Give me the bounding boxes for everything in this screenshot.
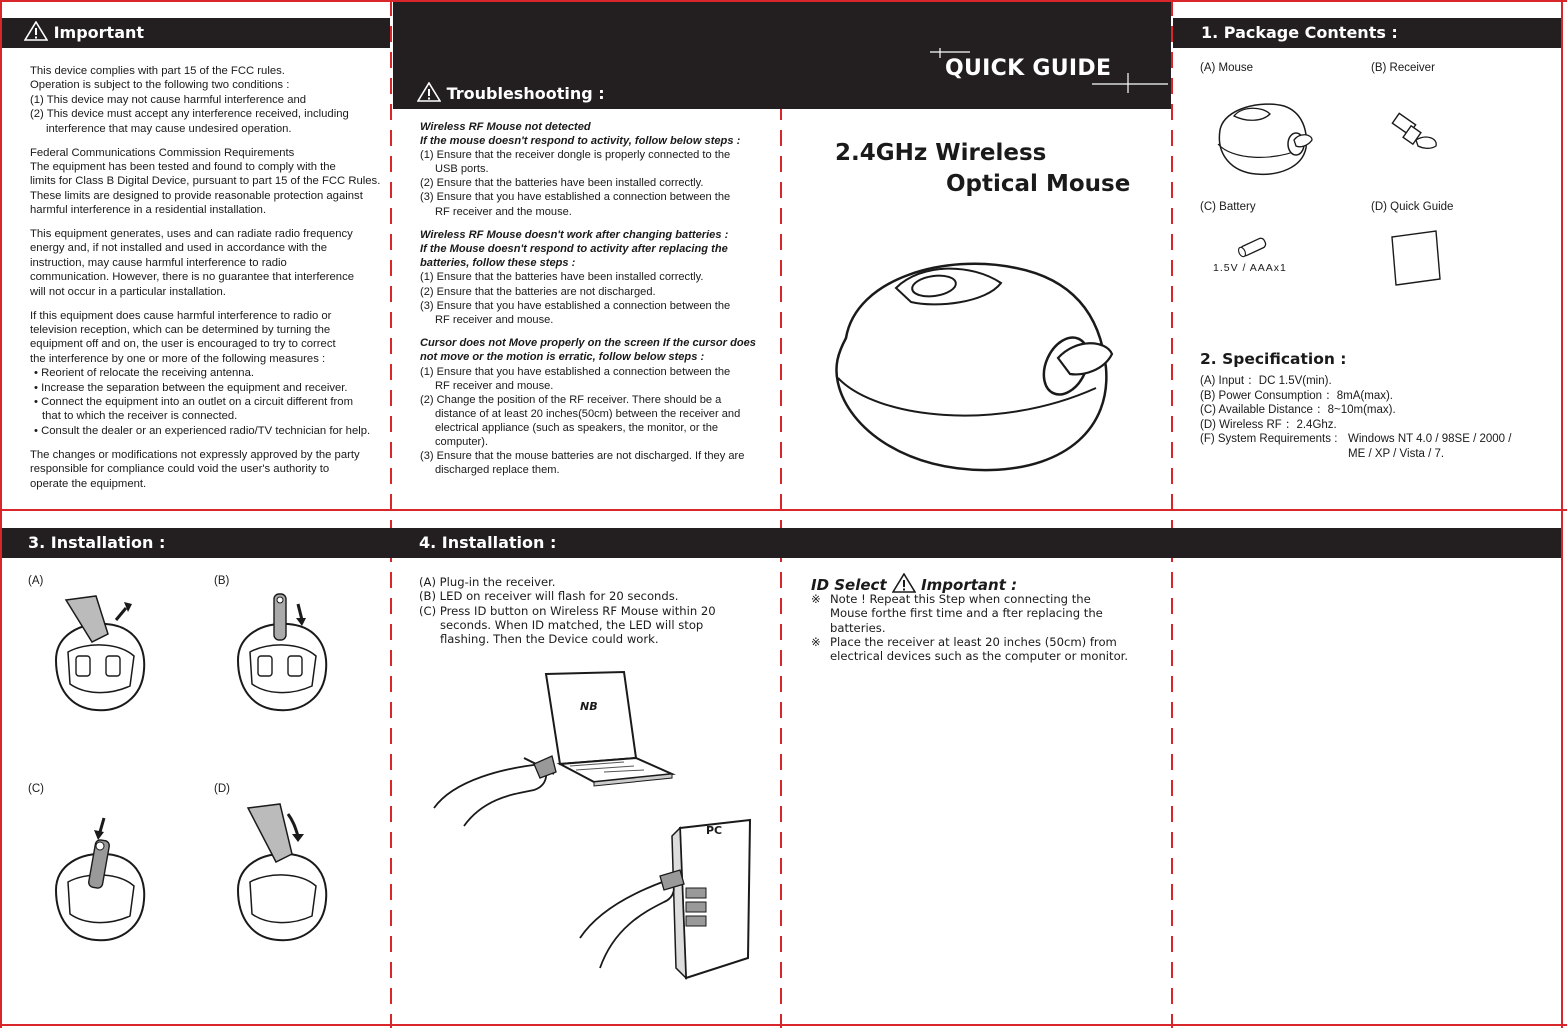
warning-icon — [24, 21, 48, 41]
step-line: (C) Press ID button on Wireless RF Mouse within 20 — [419, 603, 716, 618]
section-heading: Wireless RF Mouse not detected — [420, 121, 591, 133]
step-line: flashing. Then the Device could work. — [440, 632, 659, 647]
bullet-item: • Increase the separation between the equipment and receiver. — [34, 381, 348, 394]
step-line: (1) Ensure that the batteries have been installed correctly. — [420, 271, 704, 284]
note-line: Mouse forthe first time and a fter replacing the — [830, 606, 1103, 621]
text-line: responsible for compliance could void the user's authority to — [30, 463, 330, 476]
text-line: that to which the receiver is connected. — [42, 410, 238, 423]
text-line: energy and, if not installed and used in accordance with the — [30, 242, 328, 255]
text-line: This equipment generates, uses and can radiate radio frequency — [30, 228, 353, 241]
text-line: If this equipment does cause harmful interference to radio or — [30, 309, 332, 322]
step-line: computer). — [435, 435, 489, 448]
spec-value: ME / XP / Vista / 7. — [1348, 447, 1445, 460]
step-line: RF receiver and mouse. — [435, 379, 554, 392]
installation4-title: 4. Installation : — [419, 533, 557, 552]
text-line: communication. However, there is no guarantee that interference — [30, 271, 355, 284]
fold-line-1 — [390, 0, 392, 1028]
spec-row — [1200, 447, 1511, 462]
text-line: This device complies with part 15 of the FCC rules. — [30, 65, 285, 77]
spec-row — [1200, 432, 1511, 447]
step-line: discharged replace them. — [435, 464, 560, 477]
quick-guide-title: QUICK GUIDE — [945, 56, 1112, 81]
step-a-label: (A) — [28, 575, 44, 587]
step-line: (B) LED on receiver will flash for 20 seconds. — [419, 589, 679, 604]
desktop-pc-illustration — [560, 818, 760, 1018]
spec-row — [1200, 418, 1511, 433]
important-title-text: Important — [53, 23, 145, 42]
step-line: (2) Change the position of the RF receiver. There should be a — [420, 393, 722, 406]
text-line: interference that may cause undesired operation. — [46, 122, 292, 135]
right-border — [1561, 0, 1563, 1028]
middle-border — [0, 509, 1567, 511]
text-line: The equipment has been tested and found to comply with the — [30, 160, 336, 173]
spec-value: (A) Input ：DC 1.5V(min). — [1200, 375, 1332, 387]
mini-guide-icon — [1390, 229, 1442, 287]
important-body — [30, 64, 380, 491]
text-line: Federal Communications Commission Requirements — [30, 146, 295, 159]
step-line: electrical appliance (such as speakers, the monitor, or the — [435, 421, 719, 434]
step-line: (2) Ensure that the batteries are not discharged. — [420, 285, 656, 298]
spec-list — [1200, 374, 1511, 462]
text-line: the interference by one or more of the following measures : — [30, 352, 326, 365]
package-item-receiver: (B) Receiver — [1371, 62, 1435, 74]
spec-key: (F) System Requirements : — [1200, 433, 1338, 446]
bottom-header-bar — [2, 528, 1561, 558]
text-line: instruction, may cause harmful interference to radio — [30, 256, 287, 269]
step-b-label: (B) — [214, 575, 230, 587]
step-line: (1) Ensure that you have established a connection between the — [420, 365, 731, 378]
pc-label: PC — [706, 824, 723, 837]
text-line: These limits are designed to provide reasonable protection against — [30, 189, 363, 202]
spec-row — [1200, 403, 1511, 418]
mouse-illustration — [826, 258, 1136, 488]
left-border — [0, 0, 2, 1028]
step-line: distance of at least 20 inches(50cm) between the receiver and — [435, 407, 741, 420]
text-line: (1) This device may not cause harmful interference and — [30, 93, 307, 106]
warning-icon — [417, 82, 441, 102]
step-c-label: (C) — [28, 783, 44, 795]
installation4-steps — [419, 575, 716, 646]
battery-cover-close-illustration — [228, 800, 338, 950]
bullet-item: • Connect the equipment into an outlet on a circuit different from — [34, 396, 353, 409]
mini-receiver-icon — [1390, 112, 1442, 156]
warning-icon — [892, 573, 916, 593]
note-line: Note ! Repeat this Step when connecting the — [830, 592, 1091, 606]
id-select-title — [811, 573, 1017, 594]
spec-row — [1200, 374, 1511, 389]
package-title: 1. Package Contents : — [1201, 23, 1398, 42]
notebook-label: NB — [580, 700, 598, 713]
package-item-quick-guide: (D) Quick Guide — [1371, 201, 1454, 213]
step-line: (A) Plug-in the receiver. — [419, 575, 556, 589]
step-line: RF receiver and the mouse. — [435, 205, 572, 218]
spec-title: 2. Specification : — [1200, 350, 1347, 368]
bullet-item: • Reorient of relocate the receiving antenna. — [34, 367, 254, 380]
step-line: USB ports. — [435, 163, 489, 176]
bottom-border — [0, 1024, 1567, 1026]
section-heading: batteries, follow these steps : — [420, 257, 576, 270]
installation3-title: 3. Installation : — [28, 533, 166, 552]
note-marker: ※ — [811, 592, 821, 606]
text-line: limits for Class B Digital Device, pursuant to part 15 of the FCC Rules. — [30, 175, 381, 188]
note-marker: ※ — [811, 634, 821, 649]
text-line: The changes or modifications not expressly approved by the party — [30, 448, 360, 461]
id-select-title-b: Important : — [921, 576, 1018, 594]
section-heading: If the Mouse doesn't respond to activity after replacing the — [420, 243, 728, 256]
step-line: (2) Ensure that the batteries have been installed correctly. — [420, 177, 704, 190]
step-line: RF receiver and mouse. — [435, 313, 554, 326]
spec-value: (D) Wireless RF ：2.4Ghz. — [1200, 418, 1337, 431]
id-select-title-a: ID Select — [811, 576, 887, 594]
step-line: (3) Ensure that you have established a connection between the — [420, 191, 731, 204]
product-title-line1: 2.4GHz Wireless — [835, 140, 1047, 166]
fold-line-3 — [1171, 0, 1173, 1028]
spec-key — [1200, 447, 1348, 462]
package-item-battery: (C) Battery — [1200, 201, 1256, 213]
section-heading: Wireless RF Mouse doesn't work after changing batteries : — [420, 229, 729, 242]
id-select-notes — [811, 592, 1128, 663]
text-line: equipment off and on, the user is encouraged to try to correct — [30, 338, 336, 351]
text-line: Operation is subject to the following two conditions : — [30, 79, 290, 92]
note-line: Place the receiver at least 20 inches (50cm) from — [830, 634, 1117, 649]
text-line: will not occur in a particular installation. — [30, 285, 226, 298]
note-line: batteries. — [830, 620, 886, 635]
step-d-label: (D) — [214, 783, 230, 795]
step-line: (3) Ensure that the mouse batteries are not discharged. If they are — [420, 450, 745, 463]
battery-insert-illustration — [228, 590, 338, 720]
section-heading: Cursor does not Move properly on the screen If the cursor does — [420, 337, 756, 350]
battery-label: 1.5V / AAAx1 — [1213, 262, 1287, 274]
mini-mouse-icon — [1212, 100, 1317, 178]
battery-placed-illustration — [46, 810, 156, 950]
spec-value: Windows NT 4.0 / 98SE / 2000 / — [1348, 433, 1512, 446]
troubleshooting-body — [420, 120, 756, 477]
fold-line-2 — [780, 0, 782, 1028]
package-item-mouse: (A) Mouse — [1200, 62, 1254, 74]
text-line: operate the equipment. — [30, 477, 147, 490]
section-heading: If the mouse doesn't respond to activity, follow below steps : — [420, 135, 741, 148]
step-line: (3) Ensure that you have established a connection between the — [420, 299, 731, 312]
text-line: television reception, which can be determined by turning the — [30, 324, 331, 336]
bullet-item: • Consult the dealer or an experienced radio/TV technician for help. — [34, 424, 371, 437]
mini-battery-icon — [1236, 236, 1272, 258]
step-line: seconds. When ID matched, the LED will stop — [440, 617, 704, 632]
spec-value: (C) Available Distance ：8~10m(max). — [1200, 404, 1396, 417]
spec-value: (B) Power Consumption ：8mA(max). — [1200, 389, 1393, 402]
step-line: (1) Ensure that the receiver dongle is properly connected to the — [420, 149, 731, 162]
important-title — [24, 18, 144, 48]
text-line: harmful interference in a residential installation. — [30, 204, 267, 217]
troubleshooting-title — [417, 79, 605, 109]
battery-cover-open-illustration — [46, 590, 156, 720]
product-title-line2: Optical Mouse — [946, 171, 1131, 197]
spec-row — [1200, 389, 1511, 404]
troubleshooting-title-text: Troubleshooting : — [446, 84, 605, 103]
text-line: (2) This device must accept any interference received, including — [30, 108, 349, 121]
note-line: electrical devices such as the computer or monitor. — [830, 649, 1129, 664]
section-heading: not move or the motion is erratic, follow below steps : — [420, 351, 705, 364]
